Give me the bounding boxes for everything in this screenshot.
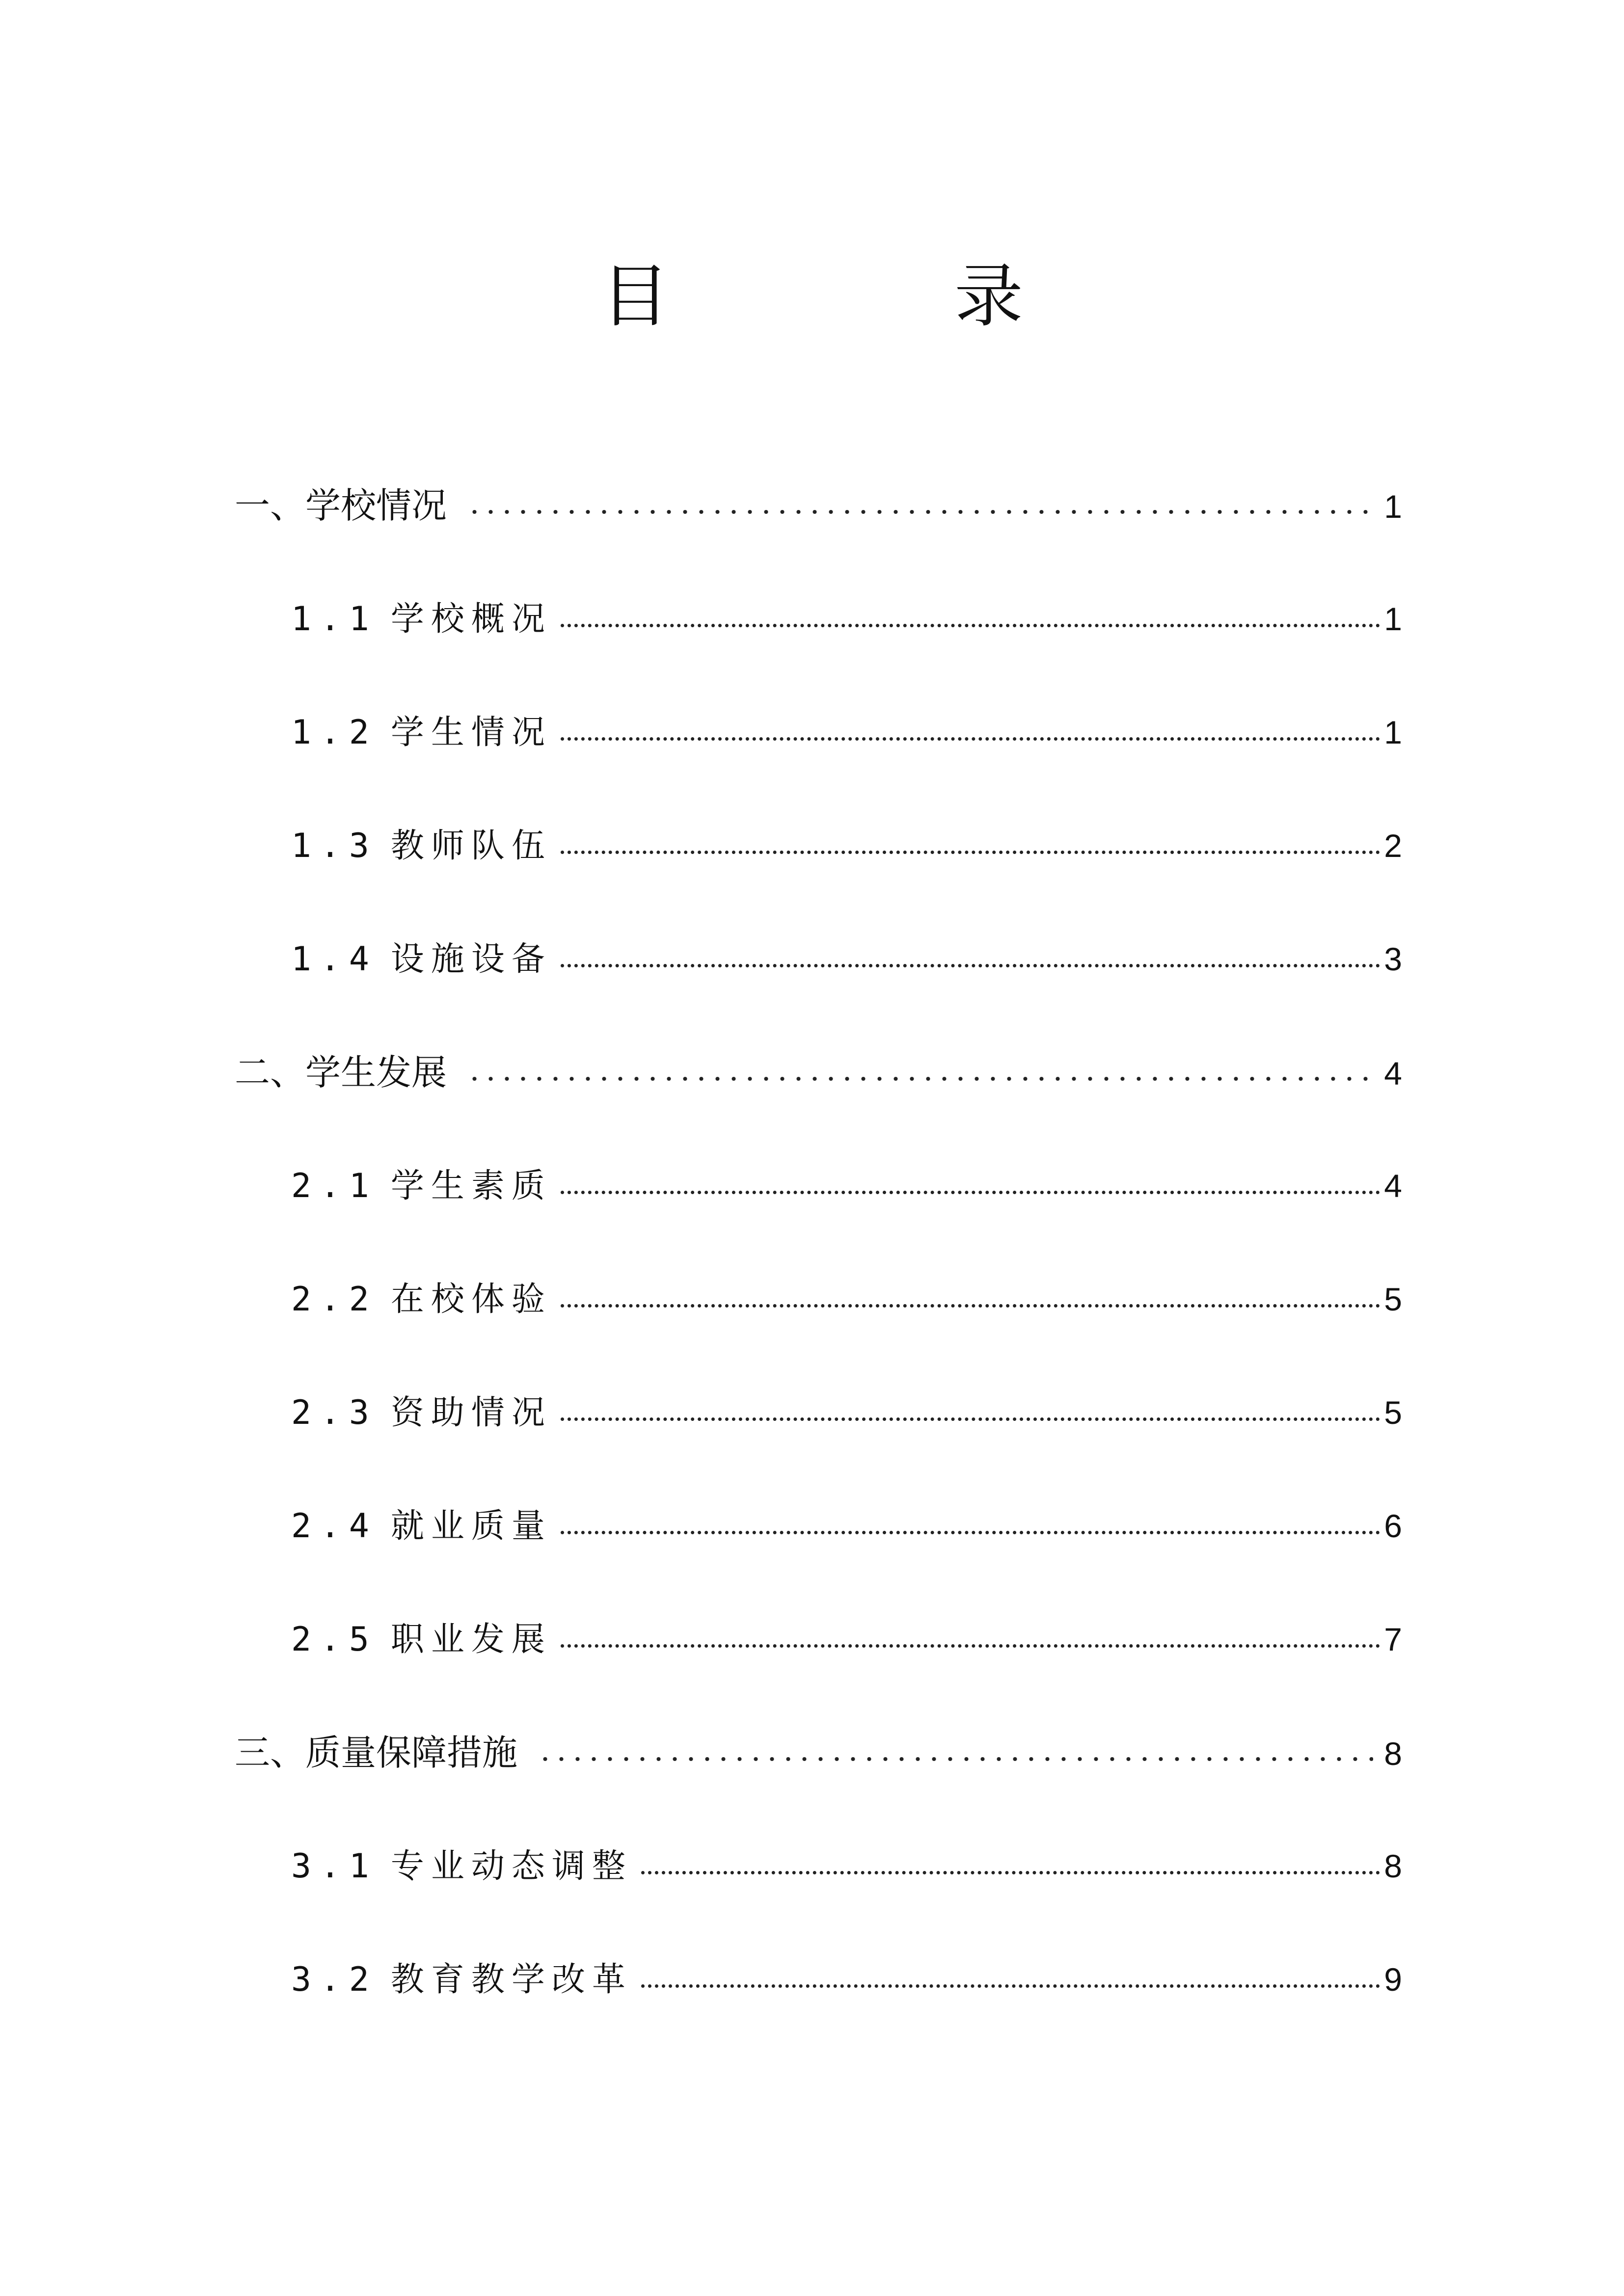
toc-entry-2-1[interactable] <box>235 1161 1402 1275</box>
toc-entry-number: 2.5 <box>291 1620 378 1659</box>
toc-entry-number: 1.2 <box>291 713 378 752</box>
toc-entry-title: 教育教学改革 <box>390 1960 632 1999</box>
toc-page-number: 3 <box>1384 941 1402 977</box>
dot-leader <box>561 624 1380 627</box>
toc-entry-title: 三、质量保障措施 <box>235 1732 518 1773</box>
toc-entry-title: 职业发展 <box>390 1620 552 1659</box>
toc-entry-number: 3.2 <box>291 1960 378 1999</box>
toc-page-number: 1 <box>1384 714 1402 750</box>
dot-leader <box>561 1191 1380 1194</box>
toc-entry-title: 教师队伍 <box>390 827 552 865</box>
toc-entry-number: 1.1 <box>291 600 378 639</box>
dot-leader <box>537 1757 1373 1761</box>
toc-entry-title: 就业质量 <box>390 1507 552 1546</box>
dot-leader <box>641 1984 1380 1988</box>
toc-page-number: 6 <box>1384 1508 1402 1544</box>
toc-entry-number: 1.3 <box>291 827 378 865</box>
toc-page-number: 7 <box>1384 1621 1402 1657</box>
toc-page-number: 8 <box>1384 1735 1402 1772</box>
toc-entry-title: 学校概况 <box>390 600 552 639</box>
dot-leader <box>561 964 1380 967</box>
toc-title: 目 录 <box>600 257 1131 337</box>
toc-entry-number: 3.1 <box>291 1847 378 1886</box>
toc-entry-2-3[interactable] <box>235 1388 1402 1501</box>
dot-leader <box>466 1077 1373 1081</box>
toc-entry-3-1[interactable] <box>235 1842 1402 1955</box>
toc-page-number: 9 <box>1384 1961 1402 1998</box>
toc-entry-number: 2.3 <box>291 1393 378 1432</box>
toc-entry-title: 学生情况 <box>390 713 552 752</box>
toc-entry-number: 2.2 <box>291 1280 378 1319</box>
dot-leader <box>641 1871 1380 1874</box>
toc-page-number: 4 <box>1384 1055 1402 1092</box>
dot-leader <box>561 1531 1380 1534</box>
toc-entry-title: 二、学生发展 <box>235 1052 447 1093</box>
toc-entry-1-4[interactable] <box>235 934 1402 1048</box>
dot-leader <box>561 1304 1380 1308</box>
toc-page-number: 5 <box>1384 1394 1402 1431</box>
toc-entry-3-2[interactable] <box>235 1955 1402 2068</box>
table-of-contents <box>235 481 1402 2068</box>
toc-entry-title: 学生素质 <box>390 1167 552 1205</box>
dot-leader <box>561 851 1380 854</box>
toc-entry-title: 在校体验 <box>390 1280 552 1319</box>
toc-entry-1-2[interactable] <box>235 708 1402 821</box>
toc-entry-section-1[interactable] <box>235 481 1402 594</box>
dot-leader <box>561 737 1380 741</box>
toc-page-number: 1 <box>1384 488 1402 525</box>
toc-entry-title: 专业动态调整 <box>390 1847 632 1886</box>
toc-entry-1-3[interactable] <box>235 821 1402 934</box>
toc-entry-title: 一、学校情况 <box>235 485 447 526</box>
toc-entry-section-2[interactable] <box>235 1048 1402 1161</box>
toc-page-number: 5 <box>1384 1281 1402 1317</box>
dot-leader <box>561 1644 1380 1648</box>
toc-entry-number: 2.4 <box>291 1507 378 1546</box>
toc-page-number: 1 <box>1384 601 1402 637</box>
dot-leader <box>466 510 1373 514</box>
toc-entry-title: 设施设备 <box>390 940 552 979</box>
toc-page-number: 4 <box>1384 1168 1402 1204</box>
toc-entry-section-3[interactable] <box>235 1728 1402 1842</box>
toc-entry-number: 1.4 <box>291 940 378 979</box>
toc-page-number: 2 <box>1384 828 1402 864</box>
toc-entry-1-1[interactable] <box>235 594 1402 708</box>
toc-entry-2-2[interactable] <box>235 1275 1402 1388</box>
toc-entry-2-5[interactable] <box>235 1615 1402 1728</box>
toc-entry-number: 2.1 <box>291 1167 378 1205</box>
toc-entry-2-4[interactable] <box>235 1501 1402 1615</box>
toc-entry-title: 资助情况 <box>390 1393 552 1432</box>
dot-leader <box>561 1417 1380 1421</box>
toc-page-number: 8 <box>1384 1848 1402 1884</box>
